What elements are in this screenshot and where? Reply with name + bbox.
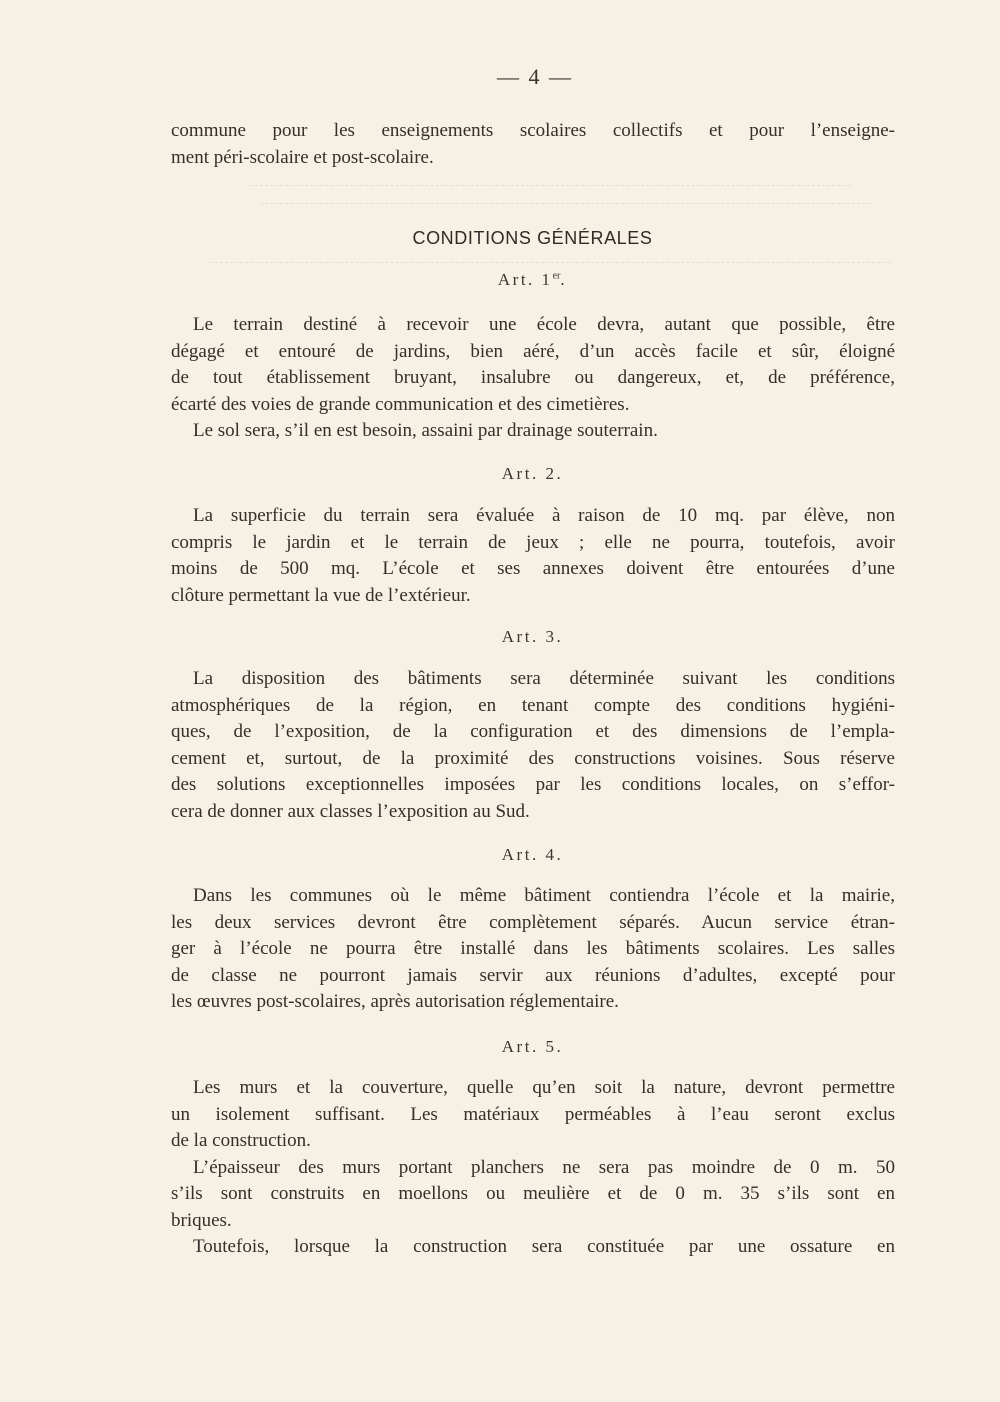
text-line: La disposition des bâtiments sera déterminée suivant les conditions: [193, 668, 895, 689]
text-line: L’épaisseur des murs portant planchers ne sera pas moindre de 0 m. 50: [193, 1156, 895, 1178]
text-line: de classe ne pourront jamais servir aux réunions d’adultes, excepté pour: [171, 964, 895, 986]
article-5-body: [171, 1075, 895, 1261]
text-line: Le terrain destiné à recevoir une école devra, autant que possible, être: [193, 314, 895, 335]
article-heading-1: [0, 270, 1000, 290]
text-line: Dans les communes où le même bâtiment contiendra l’école et la mairie,: [193, 885, 895, 906]
article-heading-label: Art. 1: [497, 270, 553, 289]
text-line: Toutefois, lorsque la construction sera constituée par une ossature en: [193, 1236, 895, 1257]
article-heading-suffix: .: [560, 270, 568, 289]
article-heading-2: Art. 2.: [501, 464, 564, 483]
article-heading-superscript: er: [552, 270, 561, 282]
text-line: de la construction.: [171, 1130, 311, 1151]
article-2-body: [171, 503, 895, 609]
text-line: ment péri-scolaire et post-scolaire.: [171, 146, 434, 168]
text-line: clôture permettant la vue de l’extérieur.: [171, 584, 471, 606]
text-line: commune pour les enseignements scolaires collectifs et pour l’enseigne-: [171, 120, 895, 141]
text-line: les deux services devront être complètement séparés. Aucun service étran-: [171, 911, 895, 933]
text-line: briques.: [171, 1209, 232, 1231]
text-line: des solutions exceptionnelles imposées par les conditions locales, on s’effor-: [171, 774, 895, 795]
text-line: de tout établissement bruyant, insalubre ou dangereux, et, de préférence,: [171, 367, 895, 388]
text-line: dégagé et entouré de jardins, bien aéré, d’un accès facile et sûr, éloigné: [171, 340, 895, 362]
article-4-body: [171, 883, 895, 1016]
text-line: écarté des voies de grande communication et des cimetières.: [171, 393, 630, 415]
text-line: les œuvres post-scolaires, après autorisation réglementaire.: [171, 991, 619, 1012]
text-line: Les murs et la couverture, quelle qu’en soit la nature, devront permettre: [193, 1077, 895, 1098]
article-3-body: [171, 666, 895, 825]
text-line: ques, de l’exposition, de la configuration et des dimensions de l’empla-: [171, 721, 895, 742]
article-heading-3: Art. 3.: [501, 627, 564, 646]
text-line: La superficie du terrain sera évaluée à raison de 10 mq. par élève, non: [193, 505, 895, 526]
article-heading-5: Art. 5.: [501, 1037, 564, 1056]
text-line: Le sol sera, s’il en est besoin, assaini par drainage souterrain.: [193, 420, 658, 441]
text-line: cera de donner aux classes l’exposition au Sud.: [171, 800, 530, 822]
faint-divider: [260, 203, 870, 205]
article-heading-4: Art. 4.: [501, 845, 564, 864]
faint-divider: [210, 262, 890, 264]
section-title: CONDITIONS GÉNÉRALES: [412, 228, 653, 248]
article-1-body: [171, 312, 895, 445]
text-line: s’ils sont construits en moellons ou meulière et de 0 m. 35 s’ils sont en: [171, 1183, 895, 1204]
text-line: compris le jardin et le terrain de jeux ; elle ne pourra, toutefois, avoir: [171, 531, 895, 553]
page-number: — 4 —: [497, 64, 573, 89]
text-line: atmosphériques de la région, en tenant compte des conditions hygiéni-: [171, 694, 895, 716]
faint-divider: [250, 185, 850, 187]
intro-paragraph: [171, 118, 895, 171]
text-line: un isolement suffisant. Les matériaux perméables à l’eau seront exclus: [171, 1103, 895, 1125]
text-line: moins de 500 mq. L’école et ses annexes doivent être entourées d’une: [171, 558, 895, 579]
text-line: ger à l’école ne pourra être installé dans les bâtiments scolaires. Les salles: [171, 938, 895, 959]
text-line: cement et, surtout, de la proximité des constructions voisines. Sous réserve: [171, 747, 895, 769]
